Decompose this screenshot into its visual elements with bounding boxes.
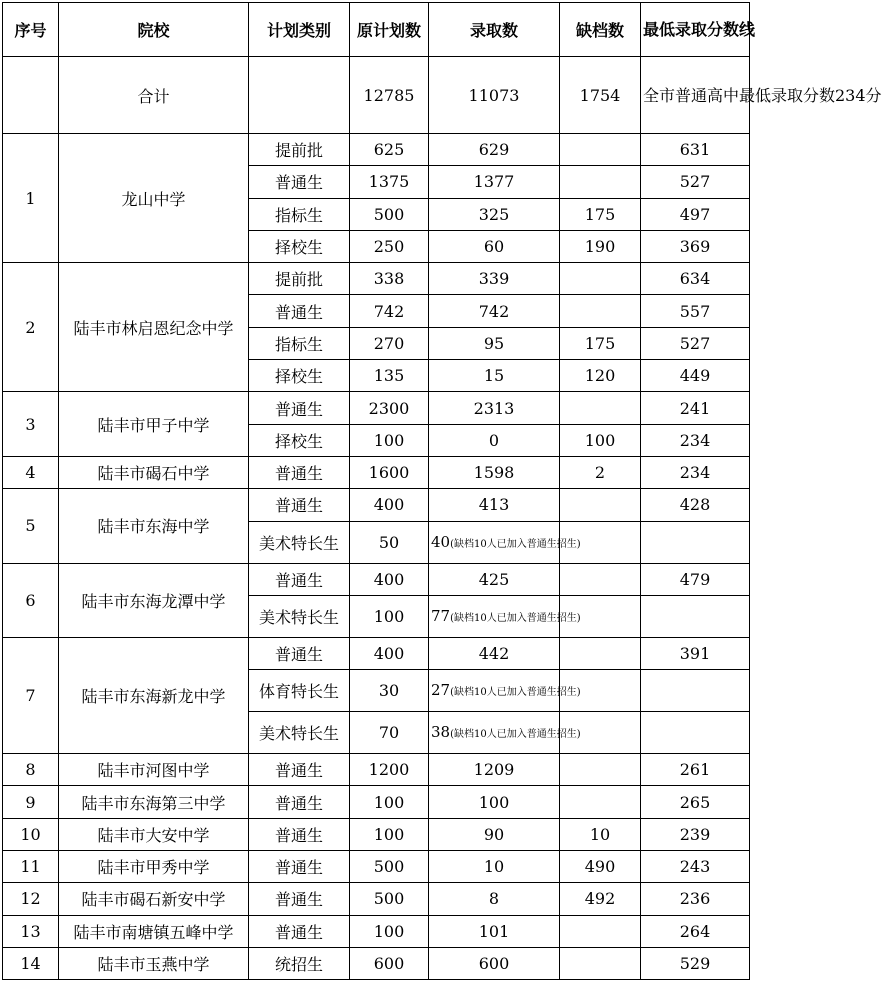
planned-count: 2300 bbox=[350, 392, 429, 424]
school-name: 陆丰市河图中学 bbox=[59, 754, 249, 786]
admitted-note: (缺档10人已加入普通生招生) bbox=[450, 612, 581, 624]
admitted-count: 1598 bbox=[429, 456, 560, 488]
header-admitted: 录取数 bbox=[429, 3, 560, 57]
shortfall-count: 100 bbox=[560, 424, 641, 456]
admitted-count: 100 bbox=[429, 786, 560, 818]
table-row bbox=[3, 754, 750, 786]
planned-count: 100 bbox=[350, 424, 429, 456]
header-school: 院校 bbox=[59, 3, 249, 57]
table-row bbox=[3, 851, 750, 883]
plan-category: 普通生 bbox=[249, 851, 350, 883]
admitted-count: 2313 bbox=[429, 392, 560, 424]
min-score: 265 bbox=[641, 786, 750, 818]
planned-count: 30 bbox=[350, 670, 429, 712]
admitted-count: 15 bbox=[429, 360, 560, 392]
planned-count: 625 bbox=[350, 134, 429, 166]
row-number: 4 bbox=[3, 456, 59, 488]
planned-count: 250 bbox=[350, 230, 429, 262]
admitted-count: 742 bbox=[429, 295, 560, 327]
planned-count: 50 bbox=[350, 521, 429, 563]
plan-category: 指标生 bbox=[249, 198, 350, 230]
plan-category: 统招生 bbox=[249, 947, 350, 979]
table-row bbox=[3, 883, 750, 915]
plan-category: 普通生 bbox=[249, 754, 350, 786]
min-score: 428 bbox=[641, 489, 750, 521]
school-name: 陆丰市南塘镇五峰中学 bbox=[59, 915, 249, 947]
plan-category: 美术特长生 bbox=[249, 712, 350, 754]
table-row bbox=[3, 818, 750, 850]
table-row bbox=[3, 786, 750, 818]
plan-category: 普通生 bbox=[249, 295, 350, 327]
planned-count: 100 bbox=[350, 786, 429, 818]
planned-count: 1200 bbox=[350, 754, 429, 786]
total-note: 全市普通高中最低录取分数234分 bbox=[641, 57, 750, 134]
plan-category: 择校生 bbox=[249, 360, 350, 392]
plan-category: 提前批 bbox=[249, 263, 350, 295]
planned-count: 100 bbox=[350, 595, 429, 637]
table-body bbox=[3, 57, 882, 980]
admitted-count: 90 bbox=[429, 818, 560, 850]
shortfall-count bbox=[560, 637, 641, 669]
table-row bbox=[3, 263, 750, 295]
plan-category: 普通生 bbox=[249, 915, 350, 947]
admitted-count: 425 bbox=[429, 563, 560, 595]
school-name: 陆丰市碣石新安中学 bbox=[59, 883, 249, 915]
shortfall-count bbox=[560, 166, 641, 198]
admitted-count: 600 bbox=[429, 947, 560, 979]
planned-count: 1600 bbox=[350, 456, 429, 488]
row-number: 9 bbox=[3, 786, 59, 818]
admitted-count: 60 bbox=[429, 230, 560, 262]
admitted-count: 95 bbox=[429, 327, 560, 359]
shortfall-count bbox=[560, 134, 641, 166]
plan-category: 普通生 bbox=[249, 489, 350, 521]
plan-category: 提前批 bbox=[249, 134, 350, 166]
plan-category: 指标生 bbox=[249, 327, 350, 359]
planned-count: 742 bbox=[350, 295, 429, 327]
admitted-value: 27 bbox=[431, 681, 451, 700]
min-score: 634 bbox=[641, 263, 750, 295]
shortfall-count: 492 bbox=[560, 883, 641, 915]
min-score: 529 bbox=[641, 947, 750, 979]
shortfall-count bbox=[560, 915, 641, 947]
min-score: 236 bbox=[641, 883, 750, 915]
planned-count: 400 bbox=[350, 489, 429, 521]
shortfall-count: 175 bbox=[560, 327, 641, 359]
shortfall-count bbox=[560, 786, 641, 818]
header-plan: 原计划数 bbox=[350, 3, 429, 57]
plan-category: 普通生 bbox=[249, 883, 350, 915]
row-number: 3 bbox=[3, 392, 59, 457]
shortfall-count bbox=[560, 947, 641, 979]
admitted-count: 629 bbox=[429, 134, 560, 166]
table-row bbox=[3, 915, 750, 947]
plan-category: 美术特长生 bbox=[249, 521, 350, 563]
admitted-count: 325 bbox=[429, 198, 560, 230]
school-name: 陆丰市东海中学 bbox=[59, 489, 249, 563]
min-score: 264 bbox=[641, 915, 750, 947]
planned-count: 500 bbox=[350, 198, 429, 230]
school-name: 陆丰市林启恩纪念中学 bbox=[59, 263, 249, 392]
min-score: 557 bbox=[641, 295, 750, 327]
admitted-count: 1209 bbox=[429, 754, 560, 786]
admitted-value: 38 bbox=[431, 723, 451, 742]
shortfall-count: 175 bbox=[560, 198, 641, 230]
planned-count: 270 bbox=[350, 327, 429, 359]
min-score bbox=[641, 670, 750, 712]
min-score: 527 bbox=[641, 327, 750, 359]
min-score bbox=[641, 521, 750, 563]
admitted-count bbox=[429, 670, 581, 712]
min-score: 261 bbox=[641, 754, 750, 786]
admitted-count bbox=[429, 521, 581, 563]
plan-category: 美术特长生 bbox=[249, 595, 350, 637]
min-score: 241 bbox=[641, 392, 750, 424]
min-score: 234 bbox=[641, 424, 750, 456]
min-score: 243 bbox=[641, 851, 750, 883]
planned-count: 100 bbox=[350, 818, 429, 850]
admitted-count: 0 bbox=[429, 424, 560, 456]
row-number: 14 bbox=[3, 947, 59, 979]
min-score: 369 bbox=[641, 230, 750, 262]
admitted-count: 8 bbox=[429, 883, 560, 915]
admitted-count: 1377 bbox=[429, 166, 560, 198]
plan-category: 普通生 bbox=[249, 166, 350, 198]
plan-category: 普通生 bbox=[249, 563, 350, 595]
planned-count: 100 bbox=[350, 915, 429, 947]
admitted-value: 40 bbox=[431, 532, 451, 551]
plan-category: 普通生 bbox=[249, 786, 350, 818]
school-name: 陆丰市东海龙潭中学 bbox=[59, 563, 249, 637]
row-number: 5 bbox=[3, 489, 59, 563]
planned-count: 135 bbox=[350, 360, 429, 392]
shortfall-count: 10 bbox=[560, 818, 641, 850]
header-row bbox=[3, 3, 750, 57]
planned-count: 1375 bbox=[350, 166, 429, 198]
school-name: 陆丰市玉燕中学 bbox=[59, 947, 249, 979]
admitted-count: 10 bbox=[429, 851, 560, 883]
shortfall-count: 490 bbox=[560, 851, 641, 883]
row-number: 12 bbox=[3, 883, 59, 915]
school-name: 陆丰市东海第三中学 bbox=[59, 786, 249, 818]
planned-count: 400 bbox=[350, 637, 429, 669]
min-score: 449 bbox=[641, 360, 750, 392]
school-name: 龙山中学 bbox=[59, 134, 249, 263]
admitted-note: (缺档10人已加入普通生招生) bbox=[450, 538, 581, 550]
plan-category: 普通生 bbox=[249, 637, 350, 669]
row-number: 6 bbox=[3, 563, 59, 637]
plan-category: 普通生 bbox=[249, 818, 350, 850]
row-number: 7 bbox=[3, 637, 59, 753]
total-label: 合计 bbox=[59, 57, 249, 134]
min-score: 479 bbox=[641, 563, 750, 595]
min-score: 527 bbox=[641, 166, 750, 198]
row-number: 2 bbox=[3, 263, 59, 392]
shortfall-count bbox=[560, 263, 641, 295]
school-name: 陆丰市大安中学 bbox=[59, 818, 249, 850]
table-row bbox=[3, 947, 750, 979]
total-gap: 1754 bbox=[560, 57, 641, 134]
header-no: 序号 bbox=[3, 3, 59, 57]
total-plan: 12785 bbox=[350, 57, 429, 134]
plan-category: 普通生 bbox=[249, 392, 350, 424]
min-score: 497 bbox=[641, 198, 750, 230]
table-row bbox=[3, 489, 750, 521]
school-name: 陆丰市碣石中学 bbox=[59, 456, 249, 488]
admitted-count: 413 bbox=[429, 489, 560, 521]
shortfall-count: 120 bbox=[560, 360, 641, 392]
plan-category: 普通生 bbox=[249, 456, 350, 488]
shortfall-count bbox=[560, 563, 641, 595]
plan-category: 体育特长生 bbox=[249, 670, 350, 712]
total-no bbox=[3, 57, 59, 134]
row-number: 13 bbox=[3, 915, 59, 947]
table-row bbox=[3, 134, 750, 166]
min-score: 631 bbox=[641, 134, 750, 166]
school-name: 陆丰市甲秀中学 bbox=[59, 851, 249, 883]
admitted-count bbox=[429, 712, 581, 754]
planned-count: 500 bbox=[350, 883, 429, 915]
header-min-score: 最低录取分数线 bbox=[641, 3, 750, 57]
table-row bbox=[3, 637, 750, 669]
total-admitted: 11073 bbox=[429, 57, 560, 134]
header-category: 计划类别 bbox=[249, 3, 350, 57]
header-gap: 缺档数 bbox=[560, 3, 641, 57]
min-score: 239 bbox=[641, 818, 750, 850]
row-number: 10 bbox=[3, 818, 59, 850]
min-score bbox=[641, 595, 750, 637]
min-score: 391 bbox=[641, 637, 750, 669]
min-score bbox=[641, 712, 750, 754]
school-name: 陆丰市甲子中学 bbox=[59, 392, 249, 457]
shortfall-count bbox=[560, 392, 641, 424]
admitted-count bbox=[429, 595, 581, 637]
admission-table bbox=[2, 2, 882, 980]
table-row bbox=[3, 563, 750, 595]
planned-count: 400 bbox=[350, 563, 429, 595]
shortfall-count: 2 bbox=[560, 456, 641, 488]
school-name: 陆丰市东海新龙中学 bbox=[59, 637, 249, 753]
shortfall-count: 190 bbox=[560, 230, 641, 262]
plan-category: 择校生 bbox=[249, 424, 350, 456]
admitted-count: 339 bbox=[429, 263, 560, 295]
row-number: 11 bbox=[3, 851, 59, 883]
admitted-value: 77 bbox=[431, 606, 451, 625]
shortfall-count bbox=[560, 754, 641, 786]
planned-count: 338 bbox=[350, 263, 429, 295]
admitted-note: (缺档10人已加入普通生招生) bbox=[450, 729, 581, 741]
admitted-note: (缺档10人已加入普通生招生) bbox=[450, 687, 581, 699]
planned-count: 70 bbox=[350, 712, 429, 754]
total-row bbox=[3, 57, 750, 134]
planned-count: 600 bbox=[350, 947, 429, 979]
min-score: 234 bbox=[641, 456, 750, 488]
plan-category: 择校生 bbox=[249, 230, 350, 262]
admitted-count: 442 bbox=[429, 637, 560, 669]
shortfall-count bbox=[560, 295, 641, 327]
row-number: 1 bbox=[3, 134, 59, 263]
shortfall-count bbox=[560, 489, 641, 521]
table-row bbox=[3, 456, 750, 488]
row-number: 8 bbox=[3, 754, 59, 786]
total-category bbox=[249, 57, 350, 134]
table-row bbox=[3, 392, 750, 424]
admitted-count: 101 bbox=[429, 915, 560, 947]
planned-count: 500 bbox=[350, 851, 429, 883]
